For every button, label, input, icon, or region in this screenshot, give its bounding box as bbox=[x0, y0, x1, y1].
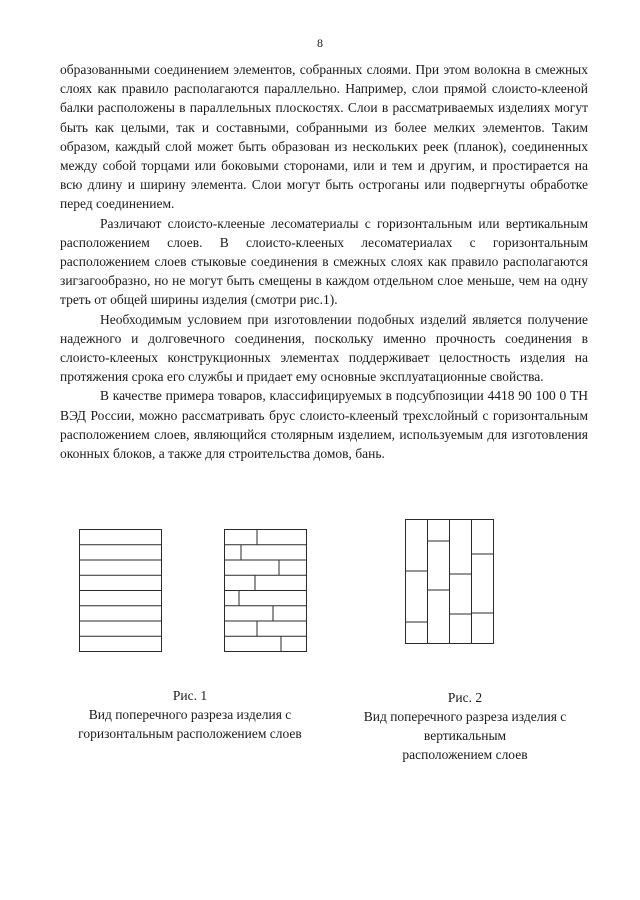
figure-2-label: Рис. 2 bbox=[447, 690, 483, 705]
figure-1-drawing bbox=[78, 528, 164, 656]
figure-1b-drawing bbox=[223, 528, 309, 656]
figure-2-caption bbox=[340, 688, 590, 764]
figure-1-label: Рис. 1 bbox=[172, 688, 208, 703]
figure-1-caption-line-2: горизонтальным расположением слоев bbox=[78, 726, 302, 741]
figure-1-caption bbox=[50, 686, 330, 743]
figure-2-caption-line-2: вертикальным bbox=[423, 728, 507, 743]
figure-2-drawing bbox=[404, 518, 496, 646]
paragraph-1: образованными соединением элементов, собранных слоями. При этом волокна в смежных слоях как правило располагаются параллельно. Например, слои прямой слоисто-клееной балки расположены в параллельных плоскостях. Слои в рассматриваемых изделиях могут быть как целыми, так и составными, собранными из более мелких элементов. Таким образом, каждый слой может быть образован из нескольких реек (планок), соединенных между собой торцами или боковыми сторонами, или и тем и другим, и простирается на всю длину и ширину элемента. Слои могут быть остроганы или подвергнуты обработке перед соединением. bbox=[60, 62, 588, 212]
paragraph-3: Необходимым условием при изготовлении подобных изделий является получение надежного и долговечного соединения, поскольку именно прочность соединения в слоисто-клееных конструкционных элементах поддерживает целостность изделия на протяжения срока его службы и придает ему основные эксплуатационные свойства. bbox=[60, 311, 588, 385]
figure-1-caption-line-1: Вид поперечного разреза изделия с bbox=[88, 707, 292, 722]
figure-2-caption-line-1: Вид поперечного разреза изделия с bbox=[363, 709, 567, 724]
page-number: 8 bbox=[317, 36, 323, 50]
paragraph-2: Различают слоисто-клееные лесоматериалы с горизонтальным или вертикальным расположением слоев. В слоисто-клееных лесоматериалах с горизонтальным расположением слоев стыковые соединения в смежных слоях как правило располагаются зигзагообразно, но не могут быть смещены в каждом отдельном слое меньше, чем на одну треть от общей ширины изделия (смотри рис.1). bbox=[60, 215, 588, 308]
figure-2-caption-line-3: расположением слоев bbox=[402, 747, 528, 762]
body-text bbox=[60, 60, 588, 463]
paragraph-4: В качестве примера товаров, классифицируемых в подсубпозиции 4418 90 100 0 ТН ВЭД России, можно рассматривать брус слоисто-клееный трехслойный с горизонтальным расположением слоев, являющийся столярным изделием, используемым для изготовления оконных блоков, а также для строительства домов, бань. bbox=[60, 388, 588, 462]
